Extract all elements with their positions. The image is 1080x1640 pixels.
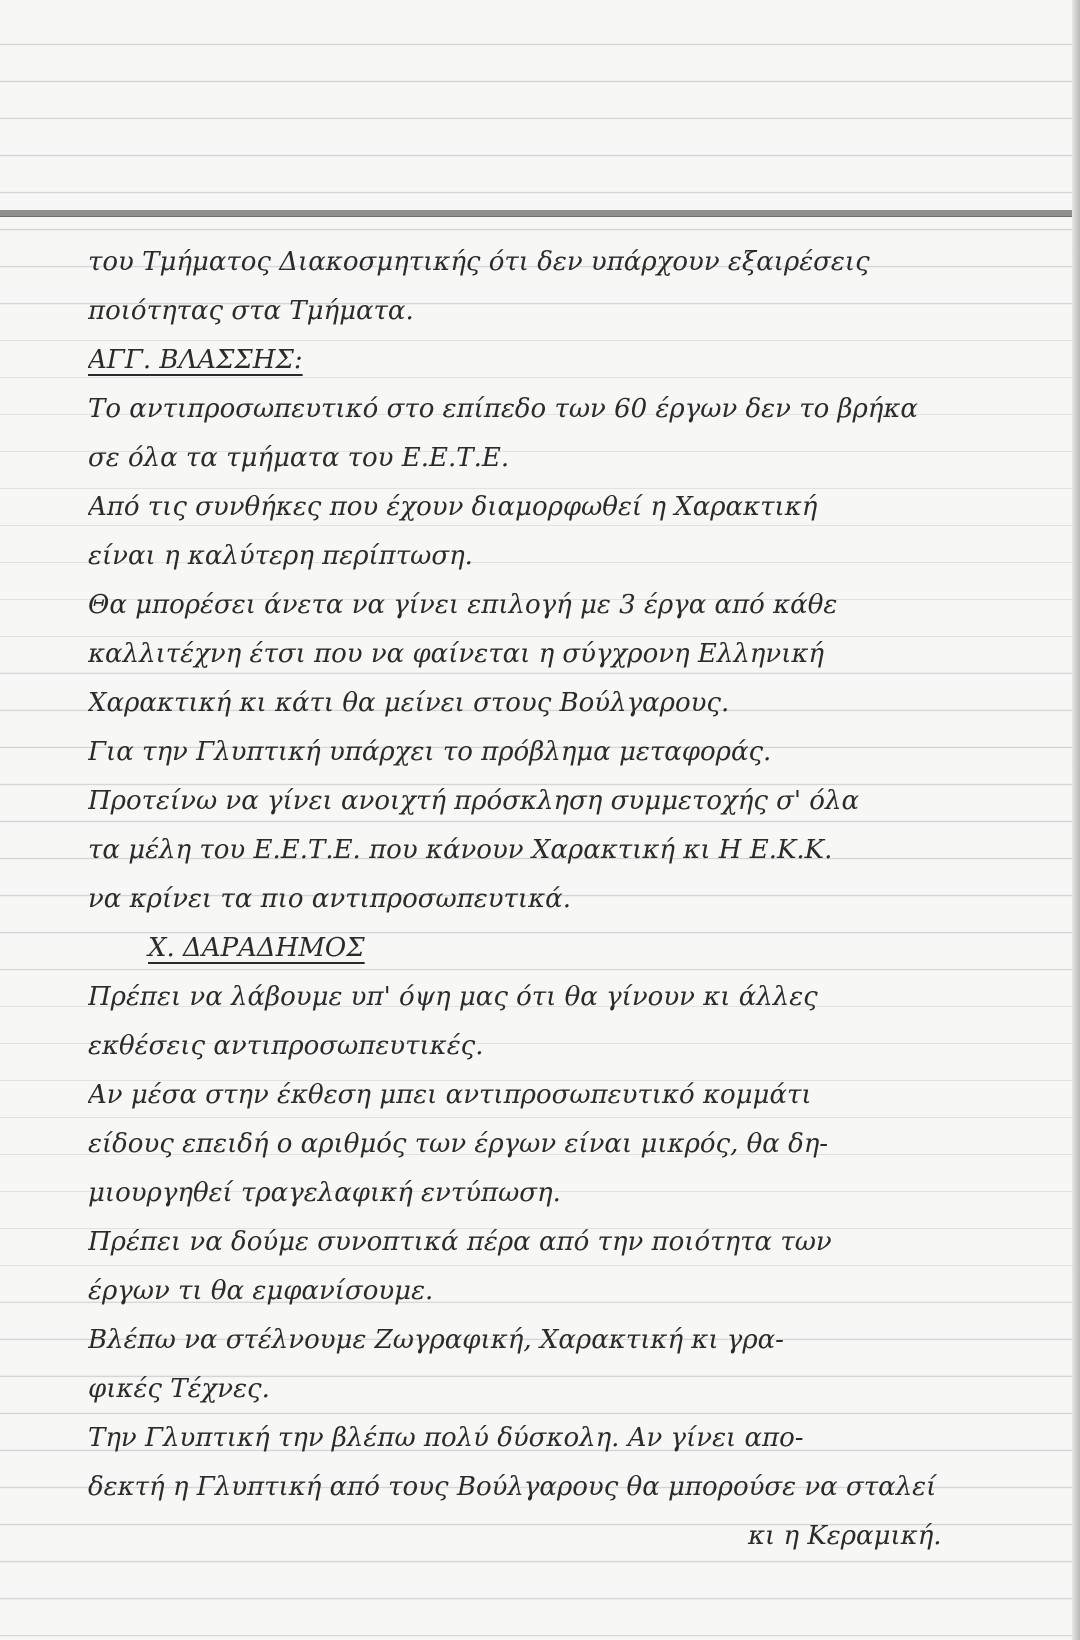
speaker-heading: Χ. ΔΑΡΑΔΗΜΟΣ xyxy=(148,933,365,963)
text-line: Την Γλυπτική την βλέπω πολύ δύσκολη. Αν γίνει απο- xyxy=(88,1423,804,1453)
text-line: Αν μέσα στην έκθεση μπει αντιπροσωπευτικό κομμάτι xyxy=(88,1080,812,1110)
text-line: τα μέλη του Ε.Ε.Τ.Ε. που κάνουν Χαρακτική κι Η Ε.Κ.Κ. xyxy=(88,835,833,865)
text-line: Από τις συνθήκες που έχουν διαμορφωθεί η Χαρακτική xyxy=(88,492,818,522)
text-line: Το αντιπροσωπευτικό στο επίπεδο των 60 έργων δεν το βρήκα xyxy=(88,394,918,424)
text-line: σε όλα τα τμήματα του Ε.Ε.Τ.Ε. xyxy=(88,443,510,473)
text-line: είναι η καλύτερη περίπτωση. xyxy=(88,541,473,571)
text-line: Πρέπει να δούμε συνοπτικά πέρα από την ποιότητα των xyxy=(88,1227,832,1257)
text-line: Βλέπω να στέλνουμε Ζωγραφική, Χαρακτική κι γρα- xyxy=(88,1325,784,1355)
text-line: Χαρακτική κι κάτι θα μείνει στους Βούλγαρους. xyxy=(88,688,730,718)
text-line: κι η Κεραμική. xyxy=(748,1521,942,1551)
text-line: έργων τι θα εμφανίσουμε. xyxy=(88,1276,434,1306)
text-line: φικές Τέχνες. xyxy=(88,1374,270,1404)
text-line: Προτείνω να γίνει ανοιχτή πρόσκληση συμμετοχής σ' όλα xyxy=(88,786,859,816)
text-line: εκθέσεις αντιπροσωπευτικές. xyxy=(88,1031,484,1061)
page-edge xyxy=(1072,0,1080,1640)
binding-rule xyxy=(0,210,1080,217)
handwritten-minutes xyxy=(88,238,1058,1561)
text-line: Πρέπει να λάβουμε υπ' όψη μας ότι θα γίνουν κι άλλες xyxy=(88,982,818,1012)
text-line: Θα μπορέσει άνετα να γίνει επιλογή με 3 έργα από κάθε xyxy=(88,590,838,620)
text-line: μιουργηθεί τραγελαφική εντύπωση. xyxy=(88,1178,561,1208)
text-line: καλλιτέχνη έτσι που να φαίνεται η σύγχρονη Ελληνική xyxy=(88,639,825,669)
text-line: ποιότητας στα Τμήματα. xyxy=(88,296,414,326)
text-line: να κρίνει τα πιο αντιπροσωπευτικά. xyxy=(88,884,571,914)
speaker-heading: ΑΓΓ. ΒΛΑΣΣΗΣ: xyxy=(88,345,303,375)
text-line: είδους επειδή ο αριθμός των έργων είναι μικρός, θα δη- xyxy=(88,1129,829,1159)
text-line: Για την Γλυπτική υπάρχει το πρόβλημα μεταφοράς. xyxy=(88,737,772,767)
text-line: του Τμήματος Διακοσμητικής ότι δεν υπάρχουν εξαιρέσεις xyxy=(88,247,870,277)
text-line: δεκτή η Γλυπτική από τους Βούλγαρους θα μπορούσε να σταλεί xyxy=(88,1472,937,1502)
